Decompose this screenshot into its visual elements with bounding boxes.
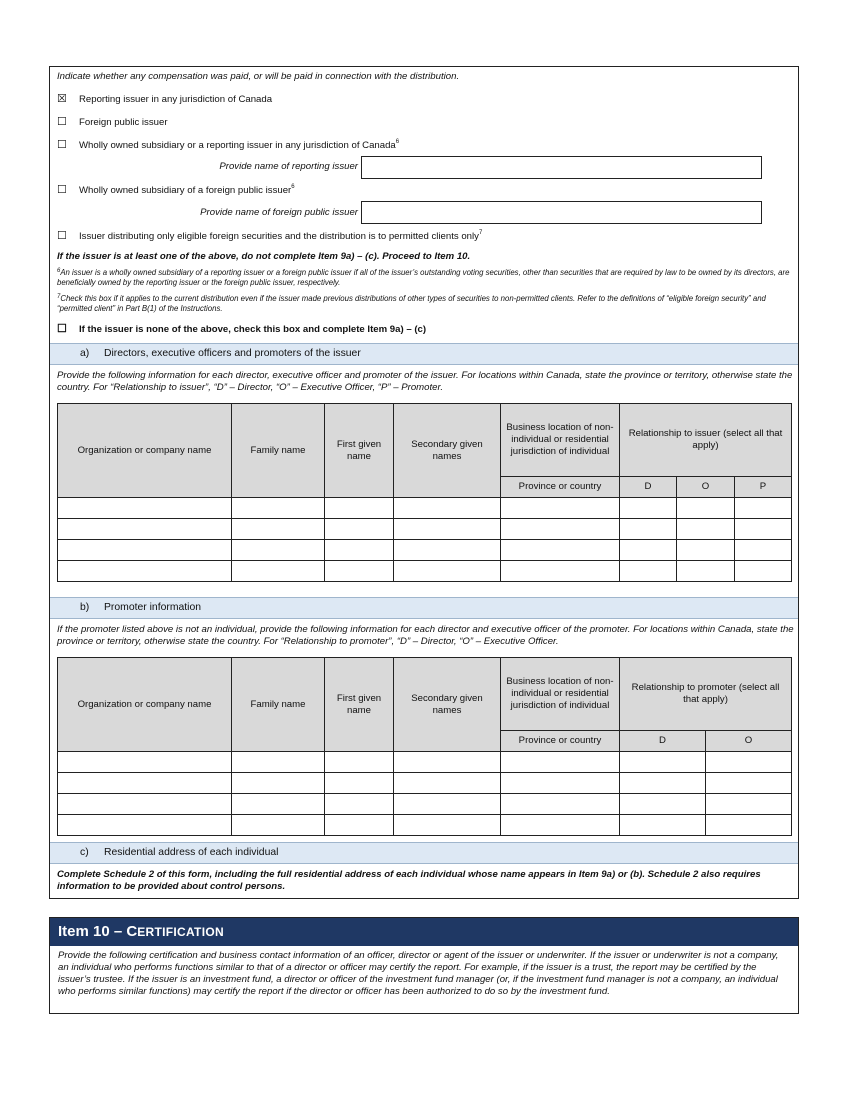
at-least-one-note: If the issuer is at least one of the above, do not complete Item 9a) – (c). Proceed to Item 10.	[57, 251, 471, 262]
header-business: Business location of non-individual or residential jurisdiction of individual	[501, 658, 620, 731]
footnote-6: $^6$An issuer is a wholly owned subsidiary of a reporting issuer or a foreign public issuer if all of the issuer’s outstanding voting securities, other than securities that are required by law to be owned by its directors, are beneficially owned by the reporting issuer or the foreign public issuer, respectively.	[57, 268, 790, 287]
table-row	[58, 752, 792, 773]
provide-reporting-issuer-label: Provide name of reporting issuer	[219, 161, 358, 172]
header-province: Province or country	[501, 731, 620, 752]
section-a-instructions: Provide the following information for each director, executive officer and promoter of the issuer. For locations within Canada, state the province or territory, otherwise state the country. For “Relationship to issuer”, “D” – Director, “O” – Executive Officer, “P” – Promoter.	[57, 370, 793, 393]
header-family: Family name	[232, 658, 325, 752]
compensation-intro: Indicate whether any compensation was paid, or will be paid in connection with the distribution.	[57, 71, 460, 82]
header-o: O	[706, 731, 792, 752]
table-row	[58, 519, 792, 540]
section-a-title: Directors, executive officers and promoters of the issuer	[104, 348, 361, 359]
header-secondary: Secondary given names	[394, 658, 501, 752]
header-relationship: Relationship to promoter (select all that apply)	[620, 658, 792, 731]
table-row	[58, 815, 792, 836]
item10-title: Item 10 – CERTIFICATION	[50, 918, 798, 946]
table-row	[58, 561, 792, 582]
reporting-issuer-name-input[interactable]	[361, 156, 762, 179]
none-of-above-checkbox[interactable]: ☐	[57, 323, 67, 335]
table-row	[58, 540, 792, 561]
directors-table	[57, 403, 792, 582]
section-b-title: Promoter information	[104, 602, 202, 613]
promoter-table	[57, 657, 792, 836]
reporting-issuer-checkbox[interactable]: ☒	[57, 93, 67, 105]
wholly-owned-reporting-label: Wholly owned subsidiary or a reporting issuer in any jurisdiction of Canada	[79, 140, 396, 151]
footnote-ref: 6	[395, 139, 400, 145]
header-d: D	[620, 477, 677, 498]
header-business: Business location of non-individual or residential jurisdiction of individual	[501, 404, 620, 477]
item10-certification	[49, 917, 799, 1014]
table-row	[58, 498, 792, 519]
none-of-above-label: If the issuer is none of the above, check this box and complete Item 9a) – (c)	[79, 324, 427, 335]
wholly-owned-foreign-option[interactable]	[57, 184, 295, 197]
header-d: D	[620, 731, 706, 752]
eligible-foreign-option[interactable]	[57, 230, 482, 243]
footnote-ref: 7	[478, 230, 483, 236]
wholly-owned-reporting-option[interactable]	[57, 139, 399, 152]
header-province: Province or country	[501, 477, 620, 498]
header-org: Organization or company name	[58, 404, 232, 498]
header-o: O	[677, 477, 735, 498]
wholly-owned-foreign-checkbox[interactable]: ☐	[57, 184, 67, 196]
footnote-ref: 6	[291, 184, 295, 190]
section-a-header: a) Directors, executive officers and promoters of the issuer	[50, 343, 798, 365]
section-b-header: b) Promoter information	[50, 597, 798, 619]
header-first: First given name	[325, 658, 394, 752]
foreign-public-issuer-checkbox[interactable]: ☐	[57, 116, 67, 128]
eligible-foreign-checkbox[interactable]: ☐	[57, 230, 67, 242]
header-secondary: Secondary given names	[394, 404, 501, 498]
section-c-instructions: Complete Schedule 2 of this form, including the full residential address of each individual whose name appears in Item 9a) or (b). Schedule 2 also requires information to be provided about control persons.	[57, 869, 761, 892]
table-row	[58, 773, 792, 794]
header-org: Organization or company name	[58, 658, 232, 752]
none-of-above-option[interactable]	[57, 323, 426, 336]
item10-body: Provide the following certification and business contact information of an officer, director or agent of the issuer or underwriter. If the issuer or underwriter is not a company, an individual who performs functions similar to that of a director or officer may certify the report. For example, if the issuer is a trust, the report may be certified by the issuer’s trustee. If the issuer is an investment fund, a director or officer of the investment fund manager (or, if the investment fund manager is not a company, an individual who performs similar functions) may certify the report if the director or officer has been authorized to do so by the investment fund.	[58, 950, 779, 997]
foreign-issuer-name-input[interactable]	[361, 201, 762, 224]
footnote-7: $^7$Check this box if it applies to the current distribution even if the issuer made previous distributions of other types of securities to non-permitted clients. Refer to the definitions of “eligible foreign security” and “permitted client” in Part B(1) of the Instructions.	[57, 294, 766, 313]
wholly-owned-foreign-label: Wholly owned subsidiary of a foreign public issuer	[79, 185, 292, 196]
provide-foreign-issuer-label: Provide name of foreign public issuer	[200, 207, 358, 218]
foreign-public-issuer-option[interactable]	[57, 116, 168, 129]
header-p: P	[735, 477, 792, 498]
eligible-foreign-label: Issuer distributing only eligible foreign securities and the distribution is to permitted clients only	[79, 231, 479, 242]
table-row	[58, 794, 792, 815]
header-family: Family name	[232, 404, 325, 498]
header-relationship: Relationship to issuer (select all that apply)	[620, 404, 792, 477]
section-c-header: c) Residential address of each individual	[50, 842, 798, 864]
wholly-owned-reporting-checkbox[interactable]: ☐	[57, 139, 67, 151]
foreign-public-issuer-label: Foreign public issuer	[79, 117, 168, 128]
section-c-title: Residential address of each individual	[104, 847, 279, 858]
reporting-issuer-label: Reporting issuer in any jurisdiction of Canada	[79, 94, 273, 105]
header-first: First given name	[325, 404, 394, 498]
section-b-instructions: If the promoter listed above is not an individual, provide the following information for each director and executive officer of the promoter. For locations within Canada, state the province or territory, otherwise state the country. For “Relationship to promoter”, “D” – Director, “O” – Executive Officer.	[57, 624, 794, 647]
reporting-issuer-option[interactable]	[57, 93, 272, 106]
